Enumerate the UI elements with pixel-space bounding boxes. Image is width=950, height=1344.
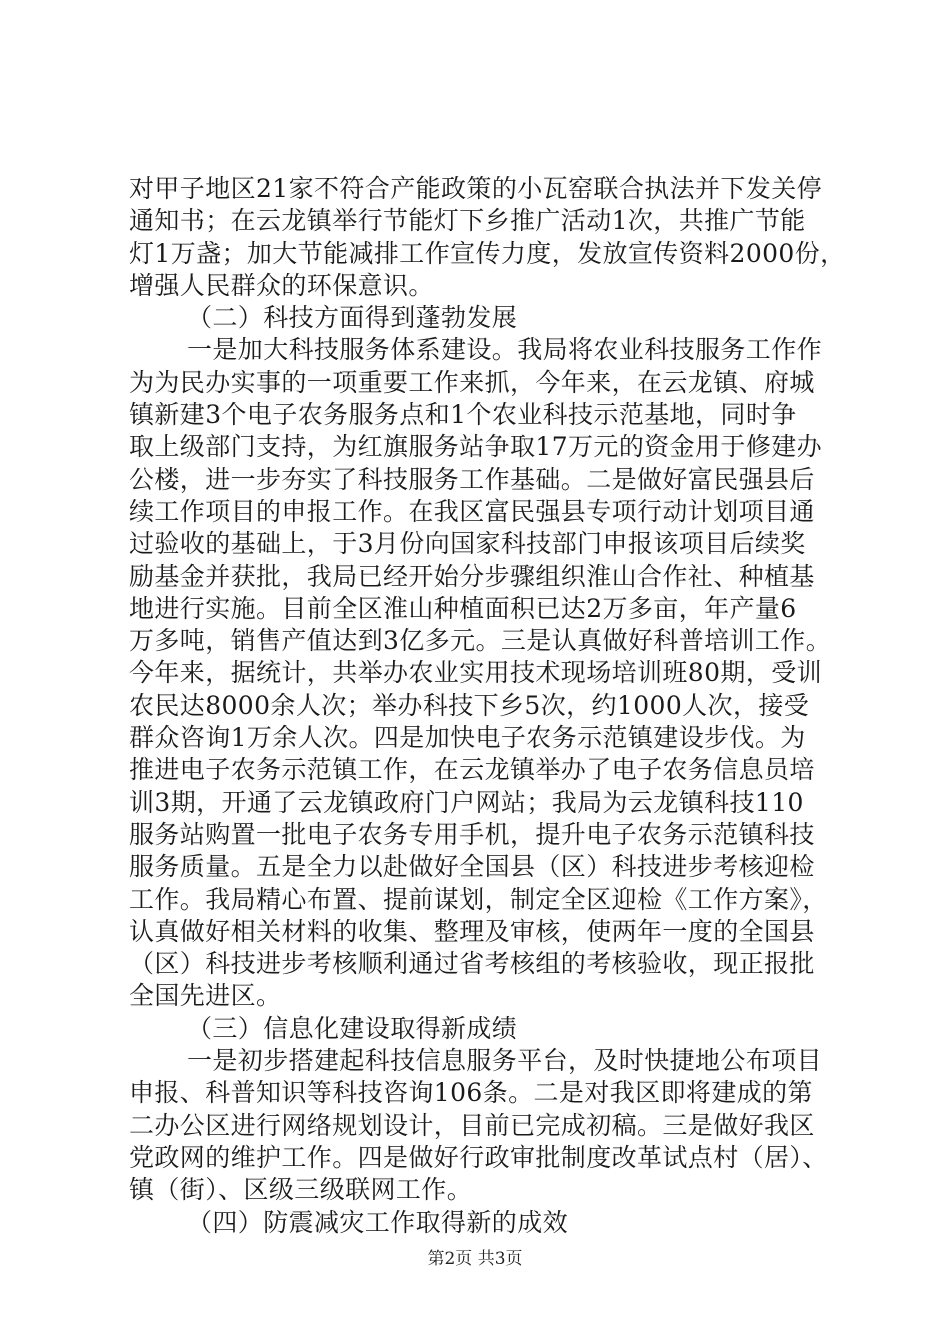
text-line: 为为民办实事的一项重要工作来抓，今年来，在云龙镇、府城 bbox=[129, 367, 815, 397]
paragraph-first-line: 一是加大科技服务体系建设。我局将农业科技服务工作作 bbox=[187, 335, 823, 365]
text-line: 服务质量。五是全力以赴做好全国县（区）科技进步考核迎检 bbox=[129, 852, 815, 882]
text-line: 万多吨，销售产值达到3亿多元。三是认真做好科普培训工作。 bbox=[129, 626, 832, 656]
text-line: 工作。我局精心布置、提前谋划，制定全区迎检《工作方案》， bbox=[129, 884, 828, 914]
text-line: 群众咨询1万余人次。四是加快电子农务示范镇建设步伐。为 bbox=[129, 723, 806, 753]
document-body bbox=[129, 173, 846, 1239]
text-line: 申报、科普知识等科技咨询106条。二是对我区即将建成的第 bbox=[129, 1078, 813, 1108]
page-footer: 第2页 共3页 bbox=[427, 1249, 523, 1269]
text-line: 对甲子地区21家不符合产能政策的小瓦窑联合执法并下发关停 bbox=[129, 174, 823, 203]
text-line: 镇新建3个电子农务服务点和1个农业科技示范基地，同时争 bbox=[129, 400, 797, 430]
text-line: 认真做好相关材料的收集、整理及审核，使两年一度的全国县 bbox=[129, 916, 815, 946]
text-line: 二办公区进行网络规划设计，目前已完成初稿。三是做好我区 bbox=[129, 1110, 815, 1140]
text-line: 过验收的基础上，于3月份向国家科技部门申报该项目后续奖 bbox=[129, 529, 806, 559]
section-heading: （三）信息化建设取得新成绩 bbox=[187, 1013, 518, 1043]
text-line: 党政网的维护工作。四是做好行政审批制度改革试点村（居）、 bbox=[129, 1142, 828, 1172]
text-line: （区）科技进步考核顺利通过省考核组的考核验收，现正报批 bbox=[129, 949, 815, 979]
text-line: 励基金并获批，我局已经开始分步骤组织淮山合作社、种植基 bbox=[129, 561, 815, 591]
text-line: 取上级部门支持，为红旗服务站争取17万元的资金用于修建办 bbox=[129, 432, 823, 462]
paragraph-first-line: 一是初步搭建起科技信息服务平台，及时快捷地公布项目 bbox=[187, 1046, 823, 1076]
text-line: 农民达8000余人次；举办科技下乡5次，约1000人次，接受 bbox=[129, 690, 810, 720]
section-heading: （四）防震减灾工作取得新的成效 bbox=[187, 1207, 569, 1237]
text-line: 通知书；在云龙镇举行节能灯下乡推广活动1次，共推广节能 bbox=[129, 206, 806, 236]
text-line: 增强人民群众的环保意识。 bbox=[129, 270, 434, 300]
text-line: 今年来，据统计，共举办农业实用技术现场培训班80期，受训 bbox=[129, 658, 823, 688]
section-heading: （二）科技方面得到蓬勃发展 bbox=[187, 303, 518, 333]
text-line: 地进行实施。目前全区淮山种植面积已达2万多亩，年产量6 bbox=[129, 593, 797, 623]
text-line: 训3期，开通了云龙镇政府门户网站；我局为云龙镇科技110 bbox=[129, 787, 804, 817]
text-line: 公楼，进一步夯实了科技服务工作基础。二是做好富民强县后 bbox=[129, 464, 815, 494]
text-line: 镇（街）、区级三级联网工作。 bbox=[129, 1175, 473, 1205]
text-line: 服务站购置一批电子农务专用手机，提升电子农务示范镇科技 bbox=[129, 819, 815, 849]
text-line: 全国先进区。 bbox=[129, 981, 282, 1011]
text-line: 灯1万盏；加大节能减排工作宣传力度，发放宣传资料2000份， bbox=[129, 238, 846, 268]
text-line: 续工作项目的申报工作。在我区富民强县专项行动计划项目通 bbox=[129, 496, 815, 526]
text-line: 推进电子农务示范镇工作，在云龙镇举办了电子农务信息员培 bbox=[129, 755, 815, 785]
